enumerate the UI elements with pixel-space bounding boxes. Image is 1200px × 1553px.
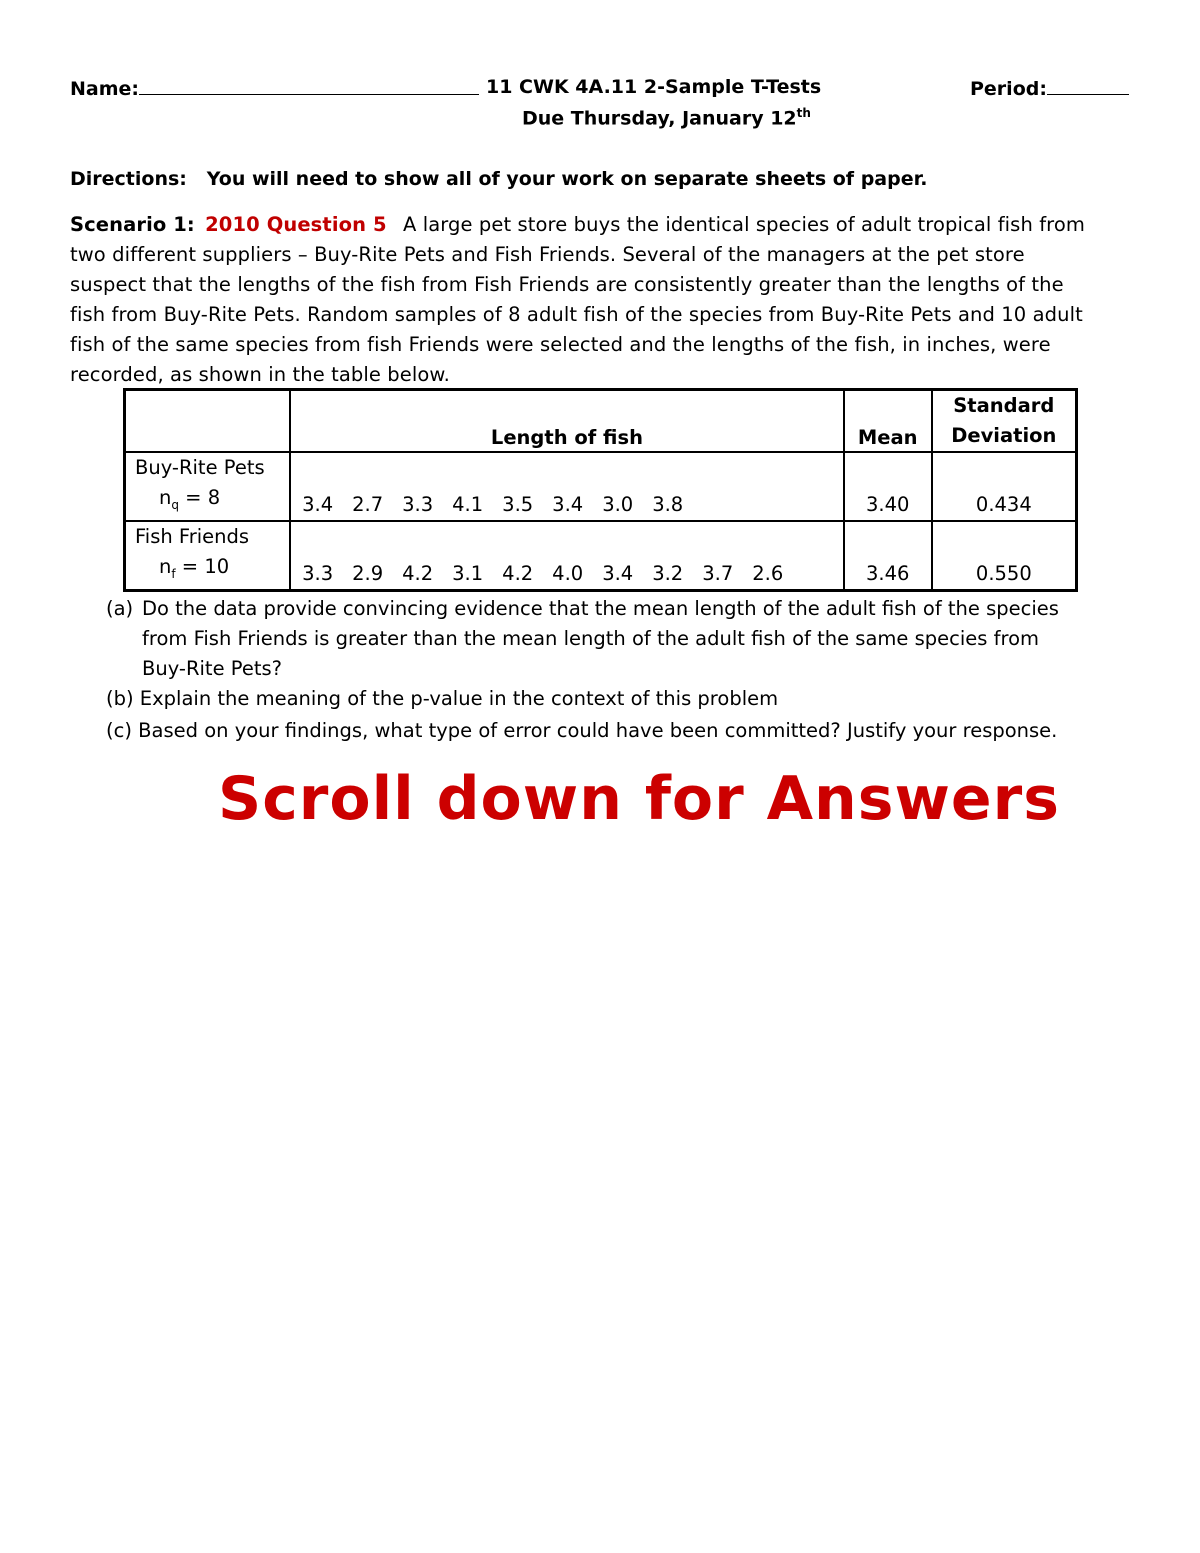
value-cell: 2.7: [352, 492, 384, 516]
value-cell: 3.4: [302, 492, 334, 516]
value-cell: 3.4: [552, 492, 584, 516]
header-sd-line2: Deviation: [951, 424, 1057, 447]
value-cell: 3.3: [402, 492, 434, 516]
row-n-value: = 8: [178, 486, 221, 509]
row-mean: 3.46: [844, 521, 932, 590]
due-text: Due Thursday, January 12: [522, 107, 797, 130]
row-name: Buy-Rite Pets: [135, 456, 265, 479]
table-header-row: [125, 390, 1077, 453]
value-cell: 3.8: [652, 492, 684, 516]
scroll-banner: Scroll down for Answers: [218, 764, 1060, 834]
value-cell: 3.2: [652, 561, 684, 585]
value-cell: 2.9: [352, 561, 384, 585]
due-date: [522, 106, 811, 129]
question-c-text: Based on your findings, what type of error could have been committed? Justify your response.: [138, 719, 1058, 742]
question-a-line: from Fish Friends is greater than the mean length of the adult fish of the same species from: [142, 627, 1039, 650]
question-b-text: Explain the meaning of the p-value in the context of this problem: [139, 687, 779, 710]
value-cell: 3.5: [502, 492, 534, 516]
question-a-line: Do the data provide convincing evidence that the mean length of the adult fish of the species: [142, 597, 1059, 620]
period-label: Period:: [970, 78, 1047, 100]
scenario-line: fish of the same species from fish Friends were selected and the lengths of the fish, in inches, were: [70, 333, 1051, 356]
row-n-sub: f: [171, 566, 176, 581]
header-sd-line1: Standard: [953, 394, 1055, 417]
question-a-label: (a): [106, 597, 134, 620]
name-label: Name:: [70, 78, 140, 100]
header-mean: Mean: [844, 390, 932, 453]
value-cell: 3.0: [602, 492, 634, 516]
due-suffix: th: [796, 106, 811, 120]
scenario-label: Scenario 1:: [70, 213, 195, 236]
row-n: [135, 483, 289, 520]
value-cell: 3.4: [602, 561, 634, 585]
period-blank: [1047, 76, 1129, 95]
row-n-value: = 10: [175, 554, 230, 578]
row-sd: 0.550: [932, 521, 1077, 590]
value-cell: 3.3: [302, 561, 334, 585]
value-cell: 4.0: [552, 561, 584, 585]
scenario-question-ref: 2010 Question 5: [205, 213, 387, 236]
table-row: [125, 452, 1077, 521]
row-label: [125, 452, 291, 521]
row-values: [290, 521, 844, 590]
scenario-line: A large pet store buys the identical species of adult tropical fish from: [402, 213, 1085, 236]
header-length: Length of fish: [290, 390, 844, 453]
row-mean: 3.40: [844, 452, 932, 521]
scenario-line: suspect that the lengths of the fish from Fish Friends are consistently greater than the lengths of the: [70, 273, 1064, 296]
row-sd: 0.434: [932, 452, 1077, 521]
scenario-paragraph: [70, 210, 1130, 390]
fish-length-table: [123, 388, 1078, 592]
directions-text: You will need to show all of your work on separate sheets of paper.: [206, 168, 928, 190]
name-field: [70, 76, 479, 100]
question-b: [106, 684, 778, 714]
scenario-line: fish from Buy-Rite Pets. Random samples of 8 adult fish of the species from Buy-Rite Pets and 10 adult: [70, 303, 1083, 326]
period-field: [970, 76, 1129, 100]
worksheet-title: 11 CWK 4A.11 2-Sample T-Tests: [486, 76, 822, 98]
row-n-sub: q: [171, 497, 179, 512]
scenario-line: two different suppliers – Buy-Rite Pets and Fish Friends. Several of the managers at the pet store: [70, 243, 1025, 266]
scenario-line: recorded, as shown in the table below.: [70, 363, 450, 386]
value-cell: 2.6: [752, 561, 784, 585]
table-row: [125, 521, 1077, 590]
value-cell: 4.2: [402, 561, 434, 585]
row-n: [135, 552, 289, 589]
directions-label: Directions:: [70, 168, 187, 190]
value-cell: 3.7: [702, 561, 734, 585]
name-blank: [139, 76, 479, 95]
row-n-label: n: [159, 486, 172, 509]
row-label: [125, 521, 291, 590]
value-cell: 4.2: [502, 561, 534, 585]
header-sd: [932, 390, 1077, 453]
row-name: Fish Friends: [135, 524, 250, 548]
directions: [70, 168, 927, 190]
header-empty-cell: [125, 390, 291, 453]
question-c-label: (c): [106, 719, 132, 742]
question-a-line: Buy-Rite Pets?: [142, 657, 282, 680]
row-n-label: n: [159, 554, 172, 578]
question-c: [106, 716, 1057, 746]
question-a: [106, 594, 1106, 684]
value-cell: 4.1: [452, 492, 484, 516]
row-values: [290, 452, 844, 521]
value-cell: 3.1: [452, 561, 484, 585]
question-b-label: (b): [106, 687, 134, 710]
